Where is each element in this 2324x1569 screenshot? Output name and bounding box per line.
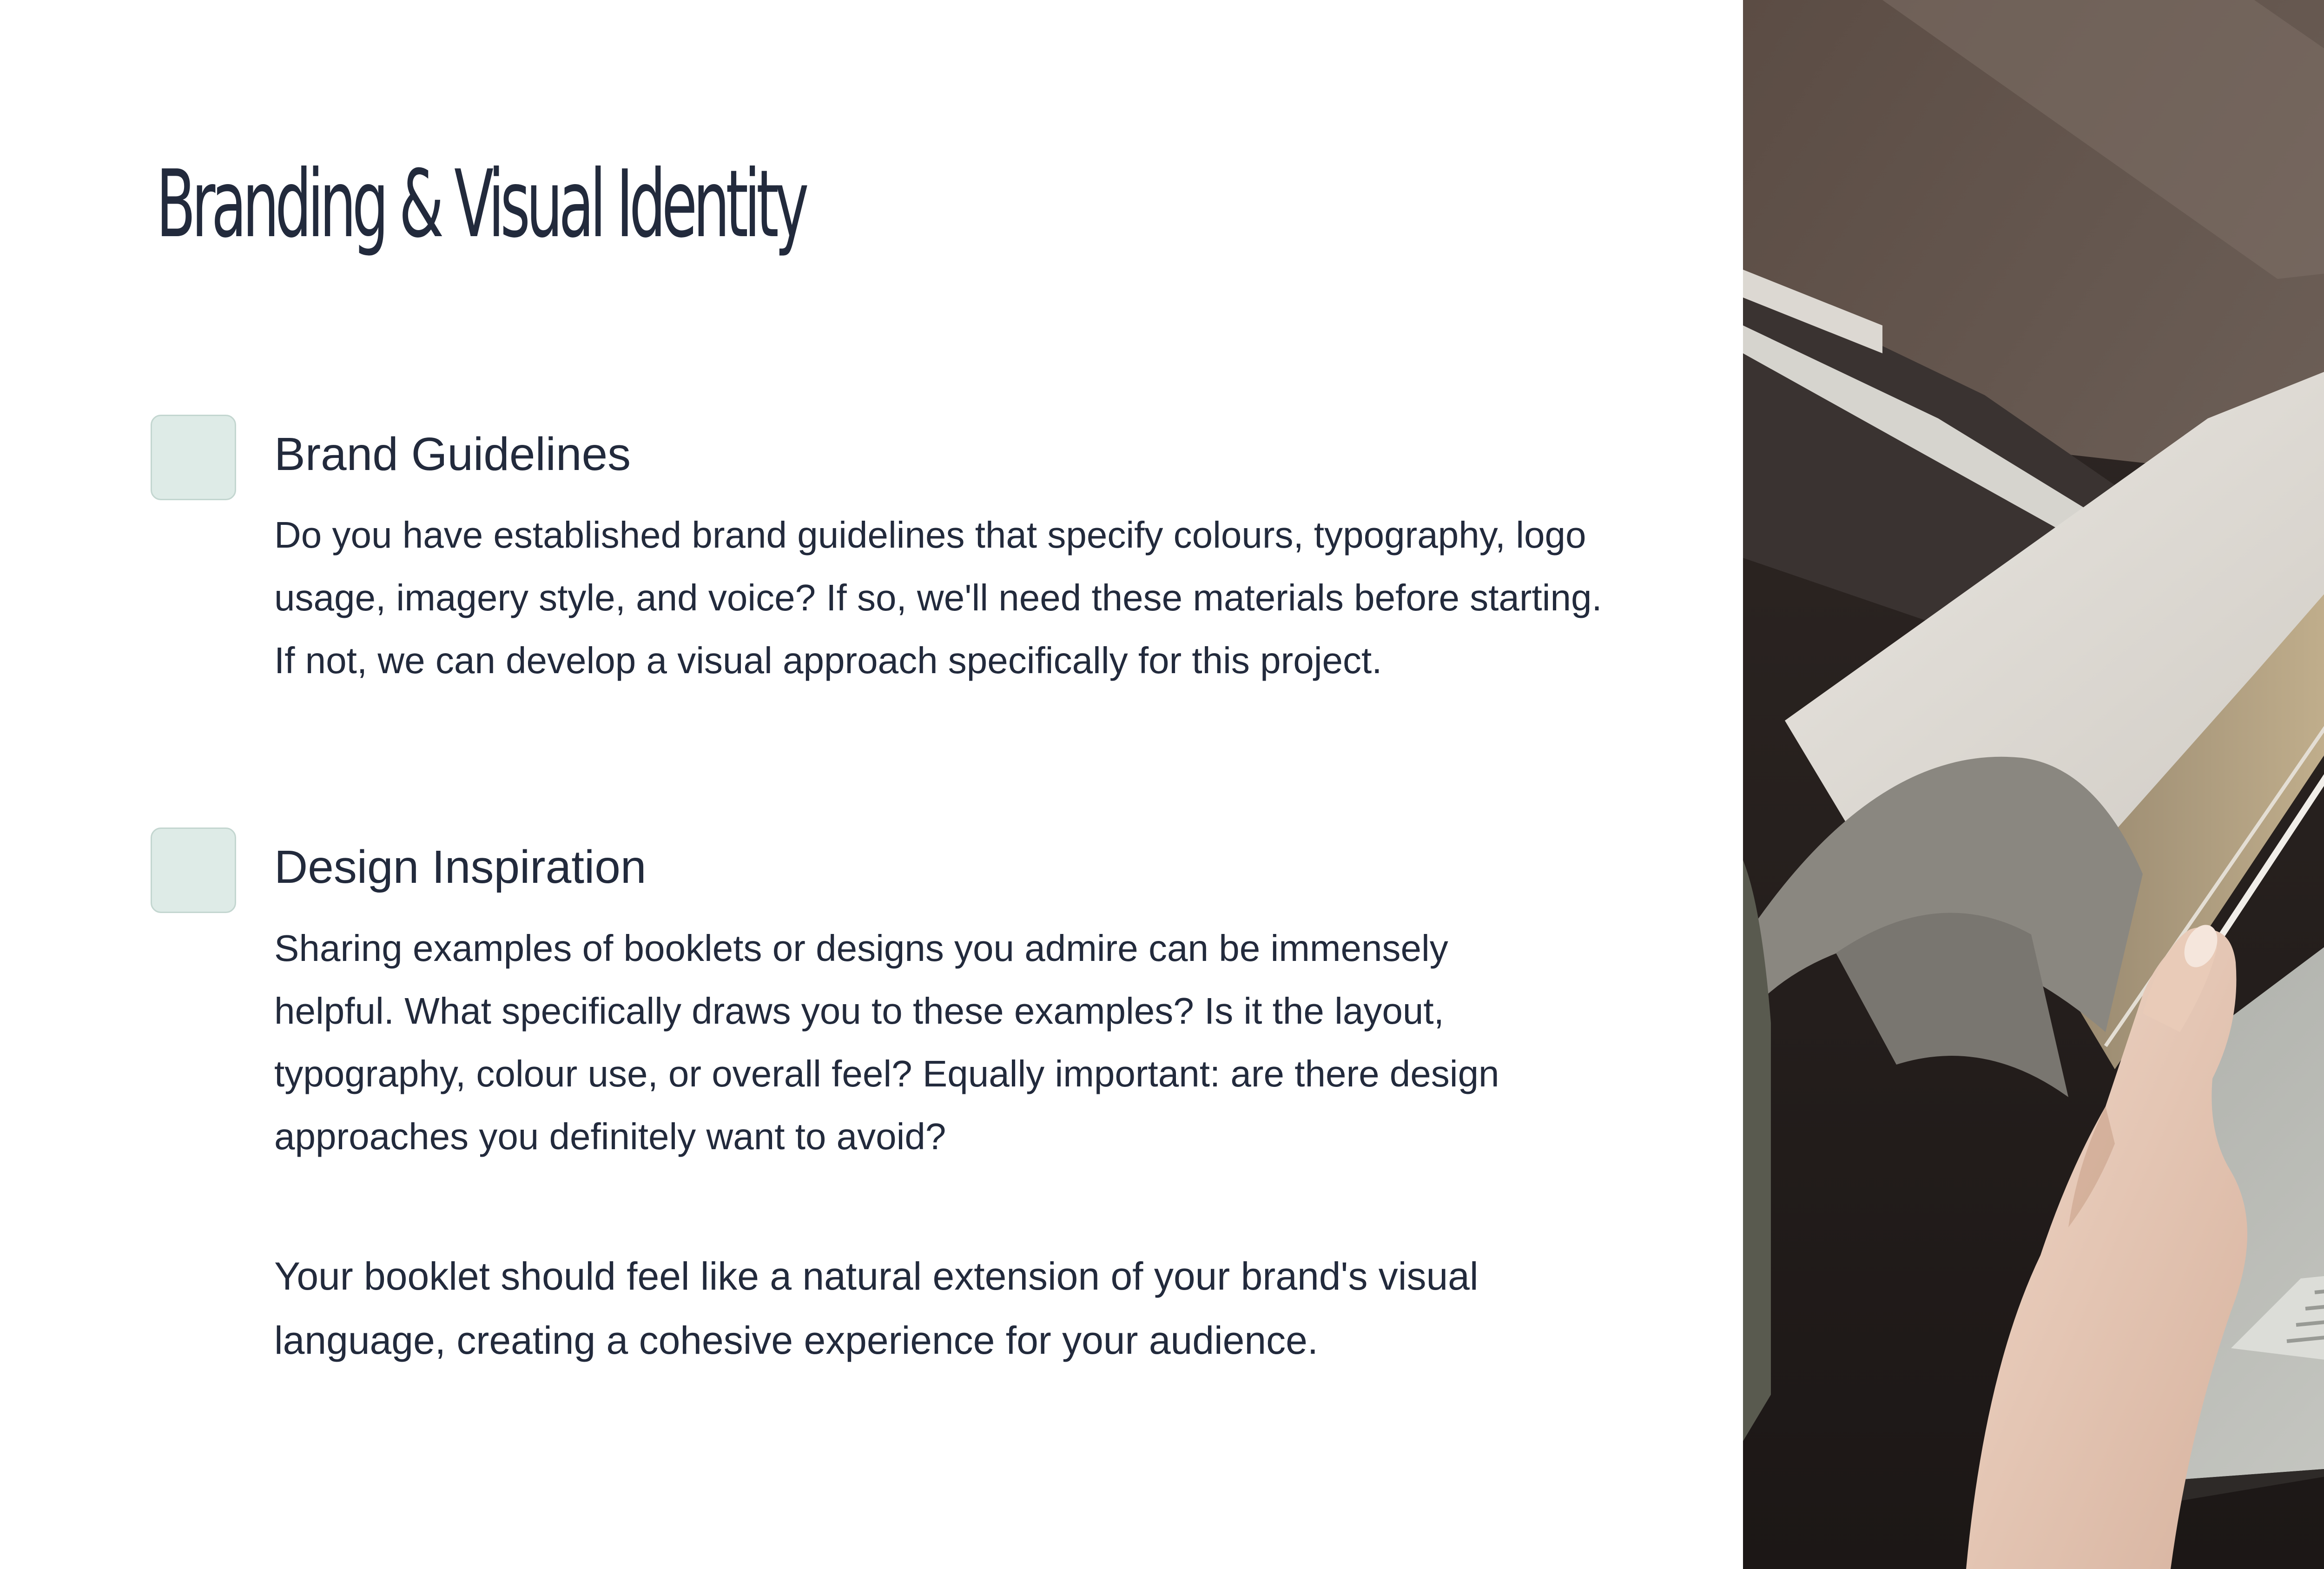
brand-guidelines-checkbox[interactable] (151, 415, 236, 500)
brand-guidelines-heading: Brand Guidelines (274, 428, 631, 480)
design-inspiration-heading: Design Inspiration (274, 841, 647, 893)
design-inspiration-checkbox[interactable] (151, 828, 236, 913)
brand-guidelines-text: Do you have established brand guidelines that specify colours, typography, logo usage, imagery style, and voice? If so, we'll need these materials before starting. If not, we can develop a visual approach specifically for this project. (274, 514, 1602, 681)
slide-title: Branding & Visual Identity (156, 150, 805, 258)
closing-text: Your booklet should feel like a natural extension of your brand's visual language, creating a cohesive experience for your audience. (274, 1254, 1479, 1362)
design-inspiration-text: Sharing examples of booklets or designs you admire can be immensely helpful. What specifically draws you to these examples? Is it the layout, typography, colour use, or overall feel? Equally important: are there design approaches you definitely want to avoid? (274, 927, 1499, 1157)
booklet-photo (1743, 0, 2324, 1569)
